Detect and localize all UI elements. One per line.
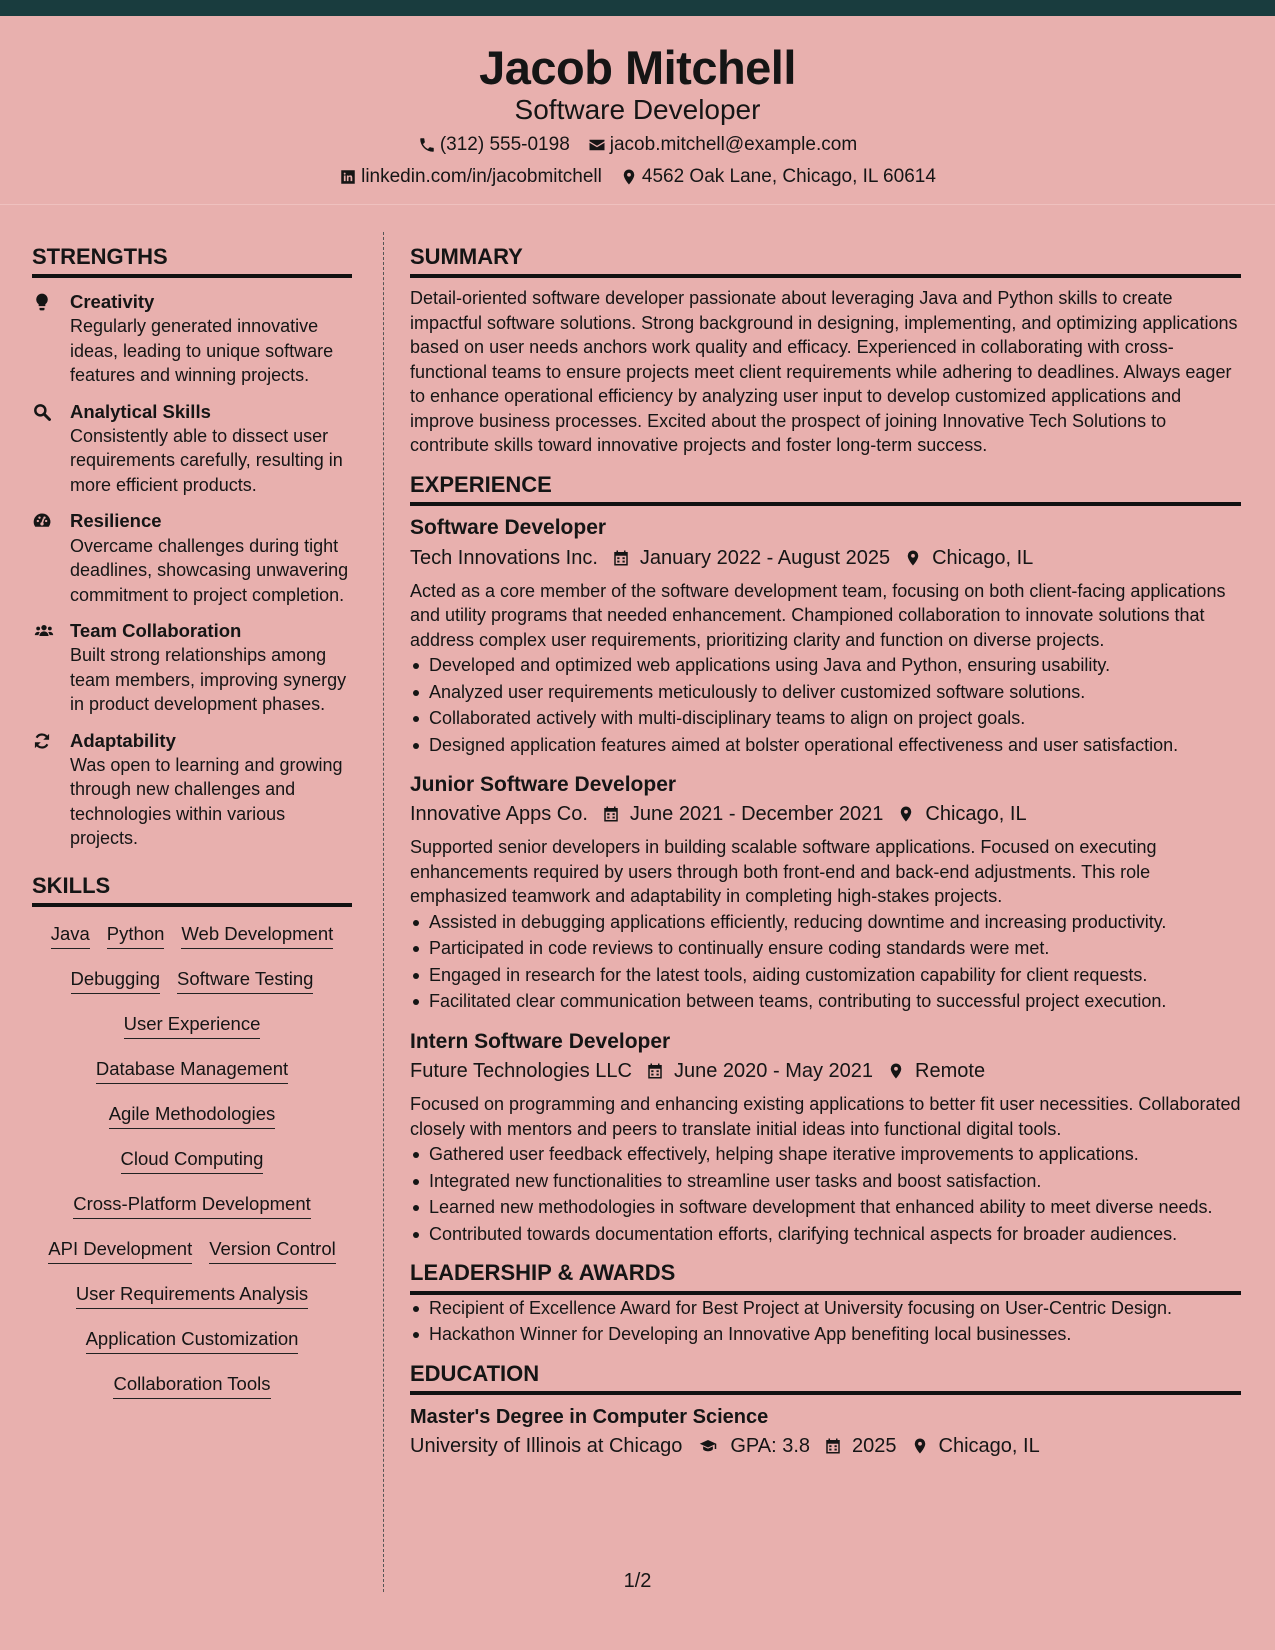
leadership-heading: LEADERSHIP & AWARDS [410,1260,1241,1294]
strength-title: Creativity [70,291,155,313]
education-year: 2025 [852,1434,897,1457]
job-entry [410,1028,1241,1246]
job-meta [410,801,1241,827]
job-meta [410,545,1241,571]
resume-header [0,16,1275,204]
strength-item [32,400,352,498]
calendar-icon [602,805,620,823]
job-entry [410,771,1241,1014]
map-pin-icon [620,168,638,186]
bullet-item: Analyzed user requirements meticulously to deliver customized software solutions. [410,680,1241,705]
map-pin-icon [911,1437,929,1455]
linkedin-text: linkedin.com/in/jacobmitchell [361,166,602,187]
lightbulb-icon [32,292,52,312]
search-icon [32,402,52,422]
skill-tag: Cross-Platform Development [73,1192,311,1219]
candidate-title: Software Developer [514,94,761,125]
skill-row [86,1322,299,1367]
column-divider [383,232,384,1592]
page-number: 1/2 [623,1570,652,1592]
skill-row [109,1097,276,1142]
phone-icon [418,136,436,154]
bullet-item: Engaged in research for the latest tools, aiding customization capability for client requests. [410,963,1241,988]
education-heading: EDUCATION [410,1361,1241,1395]
job-location: Chicago, IL [925,803,1027,826]
map-pin-icon [897,805,915,823]
strength-title: Resilience [70,510,162,532]
job-bullets [410,1142,1241,1246]
address-text: 4562 Oak Lane, Chicago, IL 60614 [641,166,936,187]
envelope-icon [588,136,606,154]
sync-icon [32,731,52,751]
skill-row [121,1142,264,1187]
contact-row-1 [0,134,1275,157]
skill-row [96,1052,288,1097]
strength-desc: Regularly generated innovative ideas, leading to unique software features and winning projects. [70,316,334,386]
map-pin-icon [887,1062,905,1080]
education-school: University of Illinois at Chicago [410,1434,683,1457]
experience-heading: EXPERIENCE [410,472,1241,506]
job-bullets [410,653,1241,757]
strength-desc: Was open to learning and growing through new challenges and technologies within various projects. [70,754,343,849]
education-meta [410,1433,1241,1459]
bullet-item: Participated in code reviews to continually ensure coding standards were met. [410,936,1241,961]
graduation-cap-icon [696,1437,720,1455]
job-company: Future Technologies LLC [410,1060,632,1083]
left-column [32,244,352,1412]
bullet-item: Gathered user feedback effectively, helping shape iterative improvements to applications. [410,1142,1241,1167]
skill-tag: Database Management [96,1057,288,1084]
bullet-item: Integrated new functionalities to streamline user tasks and boost satisfaction. [410,1169,1241,1194]
contact-address [620,166,936,189]
job-dates: January 2022 - August 2025 [639,546,891,569]
job-title: Junior Software Developer [410,773,677,797]
skill-row [48,1232,335,1277]
award-item: Hackathon Winner for Developing an Innovative App benefiting local businesses. [410,1322,1241,1347]
job-description: Acted as a core member of the software development team, focusing on both client-facing applications and utility programs that needed enhancement. Championed collaboration to innovate solutions that address complex user requirements, prioritizing clarity and function on diverse projects. [410,580,1226,650]
strengths-heading: STRENGTHS [32,244,352,278]
strength-title: Adaptability [70,729,176,751]
job-description: Focused on programming and enhancing existing applications to better fit user necessities. Collaborated closely with mentors and peers to translate initial ideas into functional digital tools. [410,1094,1241,1139]
leadership-list [410,1296,1241,1347]
calendar-icon [824,1437,842,1455]
contact-email[interactable] [588,134,857,157]
strength-desc: Consistently able to dissect user requirements carefully, resulting in more efficient products. [70,425,343,495]
job-title: Software Developer [410,516,607,540]
skill-tag: User Requirements Analysis [76,1282,308,1309]
education-degree: Master's Degree in Computer Science [410,1405,769,1428]
summary-text: Detail-oriented software developer passionate about leveraging Java and Python skills to create impactful software solutions. Strong background in designing, implementing, and optimizing applications based on user needs anchors work quality and efficacy. Experienced in collaborating with cross-functional teams to ensure projects meet client requirements while adhering to deadlines. Always eager to enhance operational efficiency by analyzing user input to develop customized applications and improve business processes. Excited about the prospect of joining Innovative Tech Solutions to contribute skills toward innovative projects and foster long-term success. [410,288,1238,456]
education-gpa: GPA: 3.8 [730,1434,811,1457]
job-company: Innovative Apps Co. [410,803,588,826]
bullet-item: Collaborated actively with multi-disciplinary teams to align on project goals. [410,706,1241,731]
bullet-item: Contributed towards documentation efforts, clarifying technical aspects for broader audiences. [410,1222,1241,1247]
skill-tag: User Experience [124,1012,261,1039]
contact-row-2 [0,166,1275,189]
strength-item [32,619,352,717]
skill-row [73,1187,311,1232]
right-column [410,244,1241,1459]
bullet-item: Facilitated clear communication between teams, contributing to successful project execution. [410,989,1241,1014]
strength-desc: Built strong relationships among team members, improving synergy in product development phases. [70,645,347,715]
map-pin-icon [904,549,922,567]
skills-heading: SKILLS [32,873,352,907]
skill-tag: Version Control [209,1237,335,1264]
skill-tag: Web Development [181,922,333,949]
skill-tag: Software Testing [177,967,313,994]
candidate-name: Jacob Mitchell [479,41,796,94]
email-text: jacob.mitchell@example.com [609,134,858,155]
contact-phone [418,134,570,157]
education-location: Chicago, IL [938,1434,1040,1457]
skill-tag: Agile Methodologies [109,1102,276,1129]
header-divider [0,204,1275,205]
skill-row [124,1007,261,1052]
bullet-item: Assisted in debugging applications efficiently, reducing downtime and increasing productivity. [410,910,1241,935]
top-accent-bar [0,0,1275,16]
phone-text: (312) 555-0198 [439,134,570,155]
calendar-icon [646,1062,664,1080]
strength-item [32,290,352,388]
bullet-item: Developed and optimized web applications using Java and Python, ensuring usability. [410,653,1241,678]
skill-row [71,962,314,1007]
skill-tag: Cloud Computing [121,1147,264,1174]
job-location: Chicago, IL [932,546,1034,569]
job-company: Tech Innovations Inc. [410,546,598,569]
summary-heading: SUMMARY [410,244,1241,278]
skill-tag: Application Customization [86,1327,299,1354]
skill-tag: API Development [48,1237,192,1264]
strength-desc: Overcame challenges during tight deadlines, showcasing unwavering commitment to project completion. [70,535,349,605]
skill-tag: Python [107,922,165,949]
job-dates: June 2020 - May 2021 [674,1060,874,1083]
bullet-item: Designed application features aimed at bolster operational effectiveness and user satisfaction. [410,733,1241,758]
job-dates: June 2021 - December 2021 [629,803,884,826]
skill-tag: Java [51,922,90,949]
bullet-item: Learned new methodologies in software development that enhanced ability to meet diverse needs. [410,1195,1241,1220]
skill-row [113,1367,270,1412]
users-icon [32,621,56,641]
award-item: Recipient of Excellence Award for Best Project at University focusing on User-Centric Design. [410,1296,1241,1321]
job-bullets [410,910,1241,1014]
job-meta [410,1058,1241,1084]
linkedin-icon [339,168,357,186]
skill-tag: Debugging [71,967,161,994]
job-description: Supported senior developers in building scalable software applications. Focused on executing enhancements required by users through both front-end and back-end adjustments. This role emphasized teamwork and adaptability in completing high-stakes projects. [410,837,1157,907]
skill-row [76,1277,308,1322]
strength-title: Team Collaboration [70,620,242,642]
skill-row [51,917,334,962]
calendar-icon [612,549,630,567]
job-location: Remote [915,1060,986,1083]
skill-tag: Collaboration Tools [113,1372,270,1399]
strength-item [32,729,352,851]
job-entry [410,514,1241,757]
strength-title: Analytical Skills [70,400,211,422]
gauge-icon [32,511,52,531]
skills-list [32,917,352,1412]
job-title: Intern Software Developer [410,1029,671,1053]
contact-linkedin[interactable] [339,166,602,189]
strength-item [32,509,352,607]
